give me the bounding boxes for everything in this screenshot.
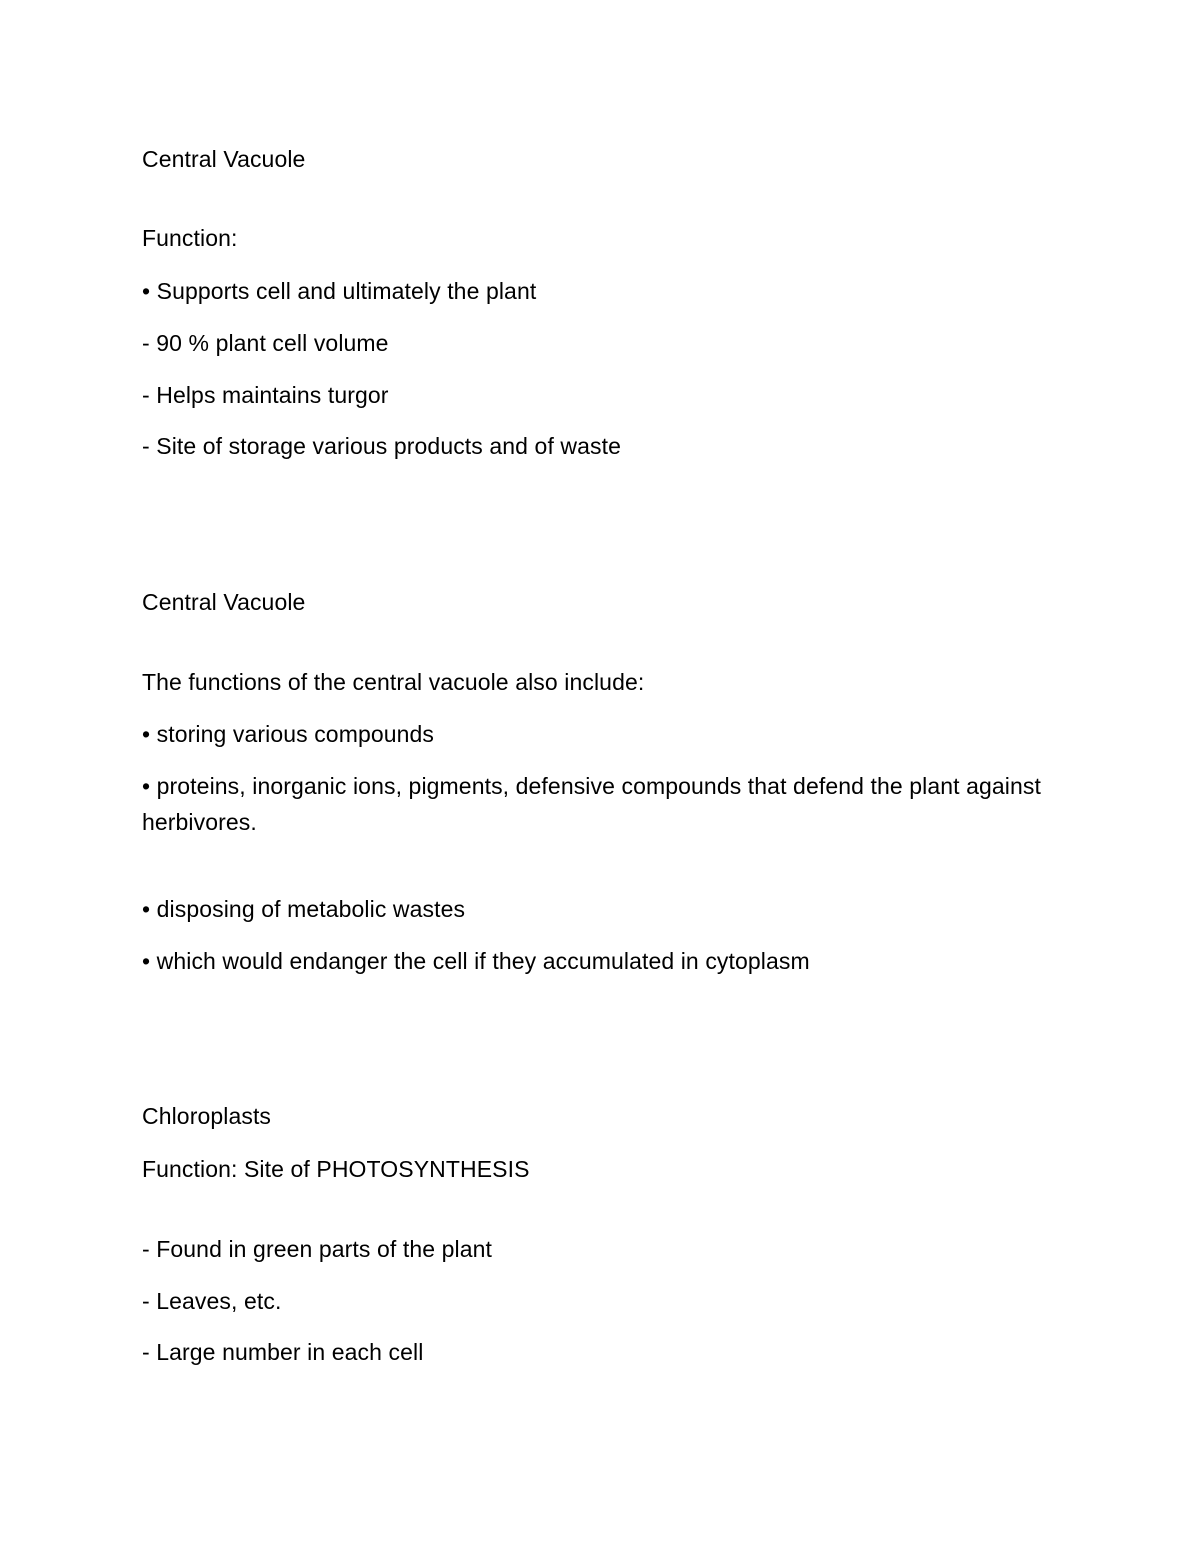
function-line: Function: Site of PHOTOSYNTHESIS xyxy=(142,1156,530,1182)
dash-item: - 90 % plant cell volume xyxy=(142,330,389,356)
section-heading-chloroplasts: Chloroplasts xyxy=(142,1103,272,1129)
bullet-item: • disposing of metabolic wastes xyxy=(142,896,466,922)
section-heading-central-vacuole: Central Vacuole xyxy=(142,146,306,172)
section-heading-central-vacuole: Central Vacuole xyxy=(142,589,306,615)
intro-line: The functions of the central vacuole also include: xyxy=(142,669,645,695)
dash-item: - Found in green parts of the plant xyxy=(142,1236,492,1262)
bullet-item: • Supports cell and ultimately the plant xyxy=(142,278,537,304)
dash-item: - Large number in each cell xyxy=(142,1339,424,1365)
dash-item: - Helps maintains turgor xyxy=(142,382,389,408)
bullet-item: • storing various compounds xyxy=(142,721,435,747)
dash-item: - Leaves, etc. xyxy=(142,1288,282,1314)
bullet-item: • which would endanger the cell if they accumulated in cytoplasm xyxy=(142,948,810,974)
bullet-item: • proteins, inorganic ions, pigments, defensive compounds that defend the plant against herbivores. xyxy=(142,773,1041,835)
dash-item: - Site of storage various products and of waste xyxy=(142,433,622,459)
function-label: Function: xyxy=(142,225,238,251)
